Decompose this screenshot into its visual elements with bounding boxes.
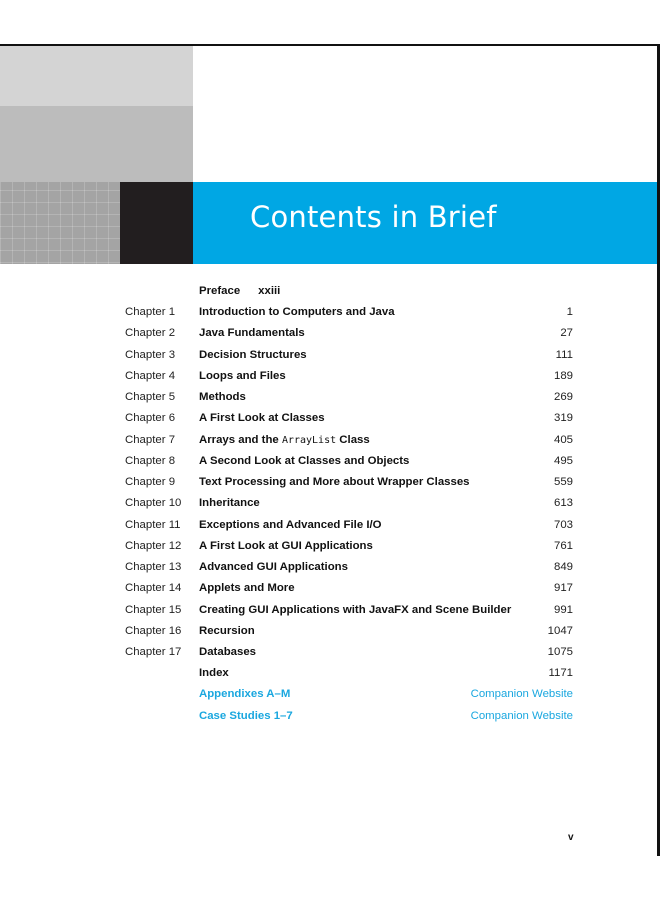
toc-row-chapter[interactable]: [0, 642, 660, 662]
chapter-title: Applets and More: [199, 582, 295, 595]
toc-row-chapter[interactable]: [0, 408, 660, 428]
page-title: Contents in Brief: [250, 200, 497, 234]
chapter-title: A First Look at GUI Applications: [199, 539, 373, 552]
chapter-title-part: Class: [339, 433, 370, 446]
chapter-title: [199, 430, 370, 451]
chapter-title: Inheritance: [199, 497, 260, 510]
chapter-number: Chapter 11: [125, 518, 181, 531]
chapter-title: Recursion: [199, 624, 255, 637]
chapter-title: Creating GUI Applications with JavaFX and Scene Builder: [199, 603, 512, 616]
chapter-title: Java Fundamentals: [199, 327, 305, 340]
chapter-title: Databases: [199, 646, 256, 658]
index-page: 1171: [548, 667, 573, 679]
chapter-number: Chapter 6: [125, 412, 176, 425]
preface-label: Preface: [199, 285, 241, 297]
chapter-page: 917: [553, 582, 573, 595]
chapter-title: Exceptions and Advanced File I/O: [199, 518, 382, 531]
appendixes-label: Appendixes A–M: [199, 688, 291, 700]
chapter-page: 1: [566, 306, 573, 318]
chapter-number: Chapter 17: [125, 646, 182, 658]
chapter-title: A Second Look at Classes and Objects: [199, 454, 410, 467]
mid-grey-band: [0, 106, 193, 182]
toc-row-chapter[interactable]: [0, 515, 660, 535]
toc-row-preface[interactable]: [0, 281, 660, 301]
index-label: Index: [199, 667, 229, 679]
chapter-title: Loops and Files: [199, 369, 286, 382]
chapter-number: Chapter 15: [125, 603, 182, 616]
toc-row-chapter[interactable]: [0, 451, 660, 471]
toc-row-index[interactable]: [0, 663, 660, 683]
toc-row-chapter[interactable]: [0, 366, 660, 386]
page-bottom: [0, 856, 660, 900]
toc-row-chapter[interactable]: [0, 430, 660, 450]
case-studies-label: Case Studies 1–7: [199, 710, 293, 722]
chapter-number: Chapter 13: [125, 561, 182, 573]
chapter-page: 1075: [547, 646, 573, 658]
toc-row-chapter[interactable]: [0, 600, 660, 620]
chapter-title: Introduction to Computers and Java: [199, 306, 395, 318]
chapter-page: 405: [553, 433, 573, 446]
toc-row-chapter[interactable]: [0, 323, 660, 343]
chapter-number: Chapter 14: [125, 582, 182, 595]
chapter-number: Chapter 9: [125, 476, 176, 488]
chapter-page: 703: [553, 518, 573, 531]
chapter-number: Chapter 16: [125, 624, 182, 637]
chapter-page: 319: [553, 412, 573, 425]
chapter-number: Chapter 2: [125, 327, 176, 340]
chapter-page: 111: [555, 348, 573, 361]
case-studies-page: Companion Website: [470, 710, 573, 722]
toc-row-chapter[interactable]: [0, 387, 660, 407]
toc-row-chapter[interactable]: [0, 493, 660, 513]
toc-row-chapter[interactable]: [0, 472, 660, 492]
chapter-page: 761: [553, 539, 573, 552]
chapter-page: 269: [553, 391, 573, 403]
page-number: v: [568, 832, 574, 843]
preface-page: xxiii: [258, 285, 281, 297]
dark-block: [120, 182, 193, 264]
toc-row-chapter[interactable]: [0, 557, 660, 577]
chapter-page: 189: [553, 369, 573, 382]
chapter-title: Methods: [199, 391, 246, 403]
chapter-page: 559: [553, 476, 573, 488]
light-grey-band: [0, 46, 193, 106]
chapter-title: Decision Structures: [199, 348, 307, 361]
chapter-number: Chapter 10: [125, 497, 182, 510]
chapter-page: 991: [553, 603, 573, 616]
toc-row-chapter[interactable]: [0, 345, 660, 365]
chapter-number: Chapter 4: [125, 369, 176, 382]
chapter-page: 613: [553, 497, 573, 510]
chapter-number: Chapter 8: [125, 454, 176, 467]
chapter-title: Advanced GUI Applications: [199, 561, 348, 573]
chapter-number: Chapter 7: [125, 433, 176, 446]
appendixes-page: Companion Website: [470, 688, 573, 700]
toc-row-case-studies[interactable]: [0, 706, 660, 726]
chapter-title-code: ArrayList: [281, 434, 337, 446]
chapter-page: 27: [560, 327, 573, 340]
toc-row-chapter[interactable]: [0, 578, 660, 598]
chapter-number: Chapter 5: [125, 391, 176, 403]
toc-row-chapter[interactable]: [0, 302, 660, 322]
chapter-title-part: Arrays and the: [199, 433, 279, 446]
chapter-number: Chapter 3: [125, 348, 176, 361]
chapter-page: 495: [553, 454, 573, 467]
chapter-title: Text Processing and More about Wrapper Classes: [199, 476, 470, 488]
chapter-number: Chapter 12: [125, 539, 182, 552]
toc-row-chapter[interactable]: [0, 621, 660, 641]
chapter-title: A First Look at Classes: [199, 412, 325, 425]
chapter-page: 849: [553, 561, 573, 573]
chapter-page: 1047: [547, 624, 573, 637]
chapter-number: Chapter 1: [125, 306, 176, 318]
toc-row-chapter[interactable]: [0, 536, 660, 556]
toc-row-appendixes[interactable]: [0, 684, 660, 704]
